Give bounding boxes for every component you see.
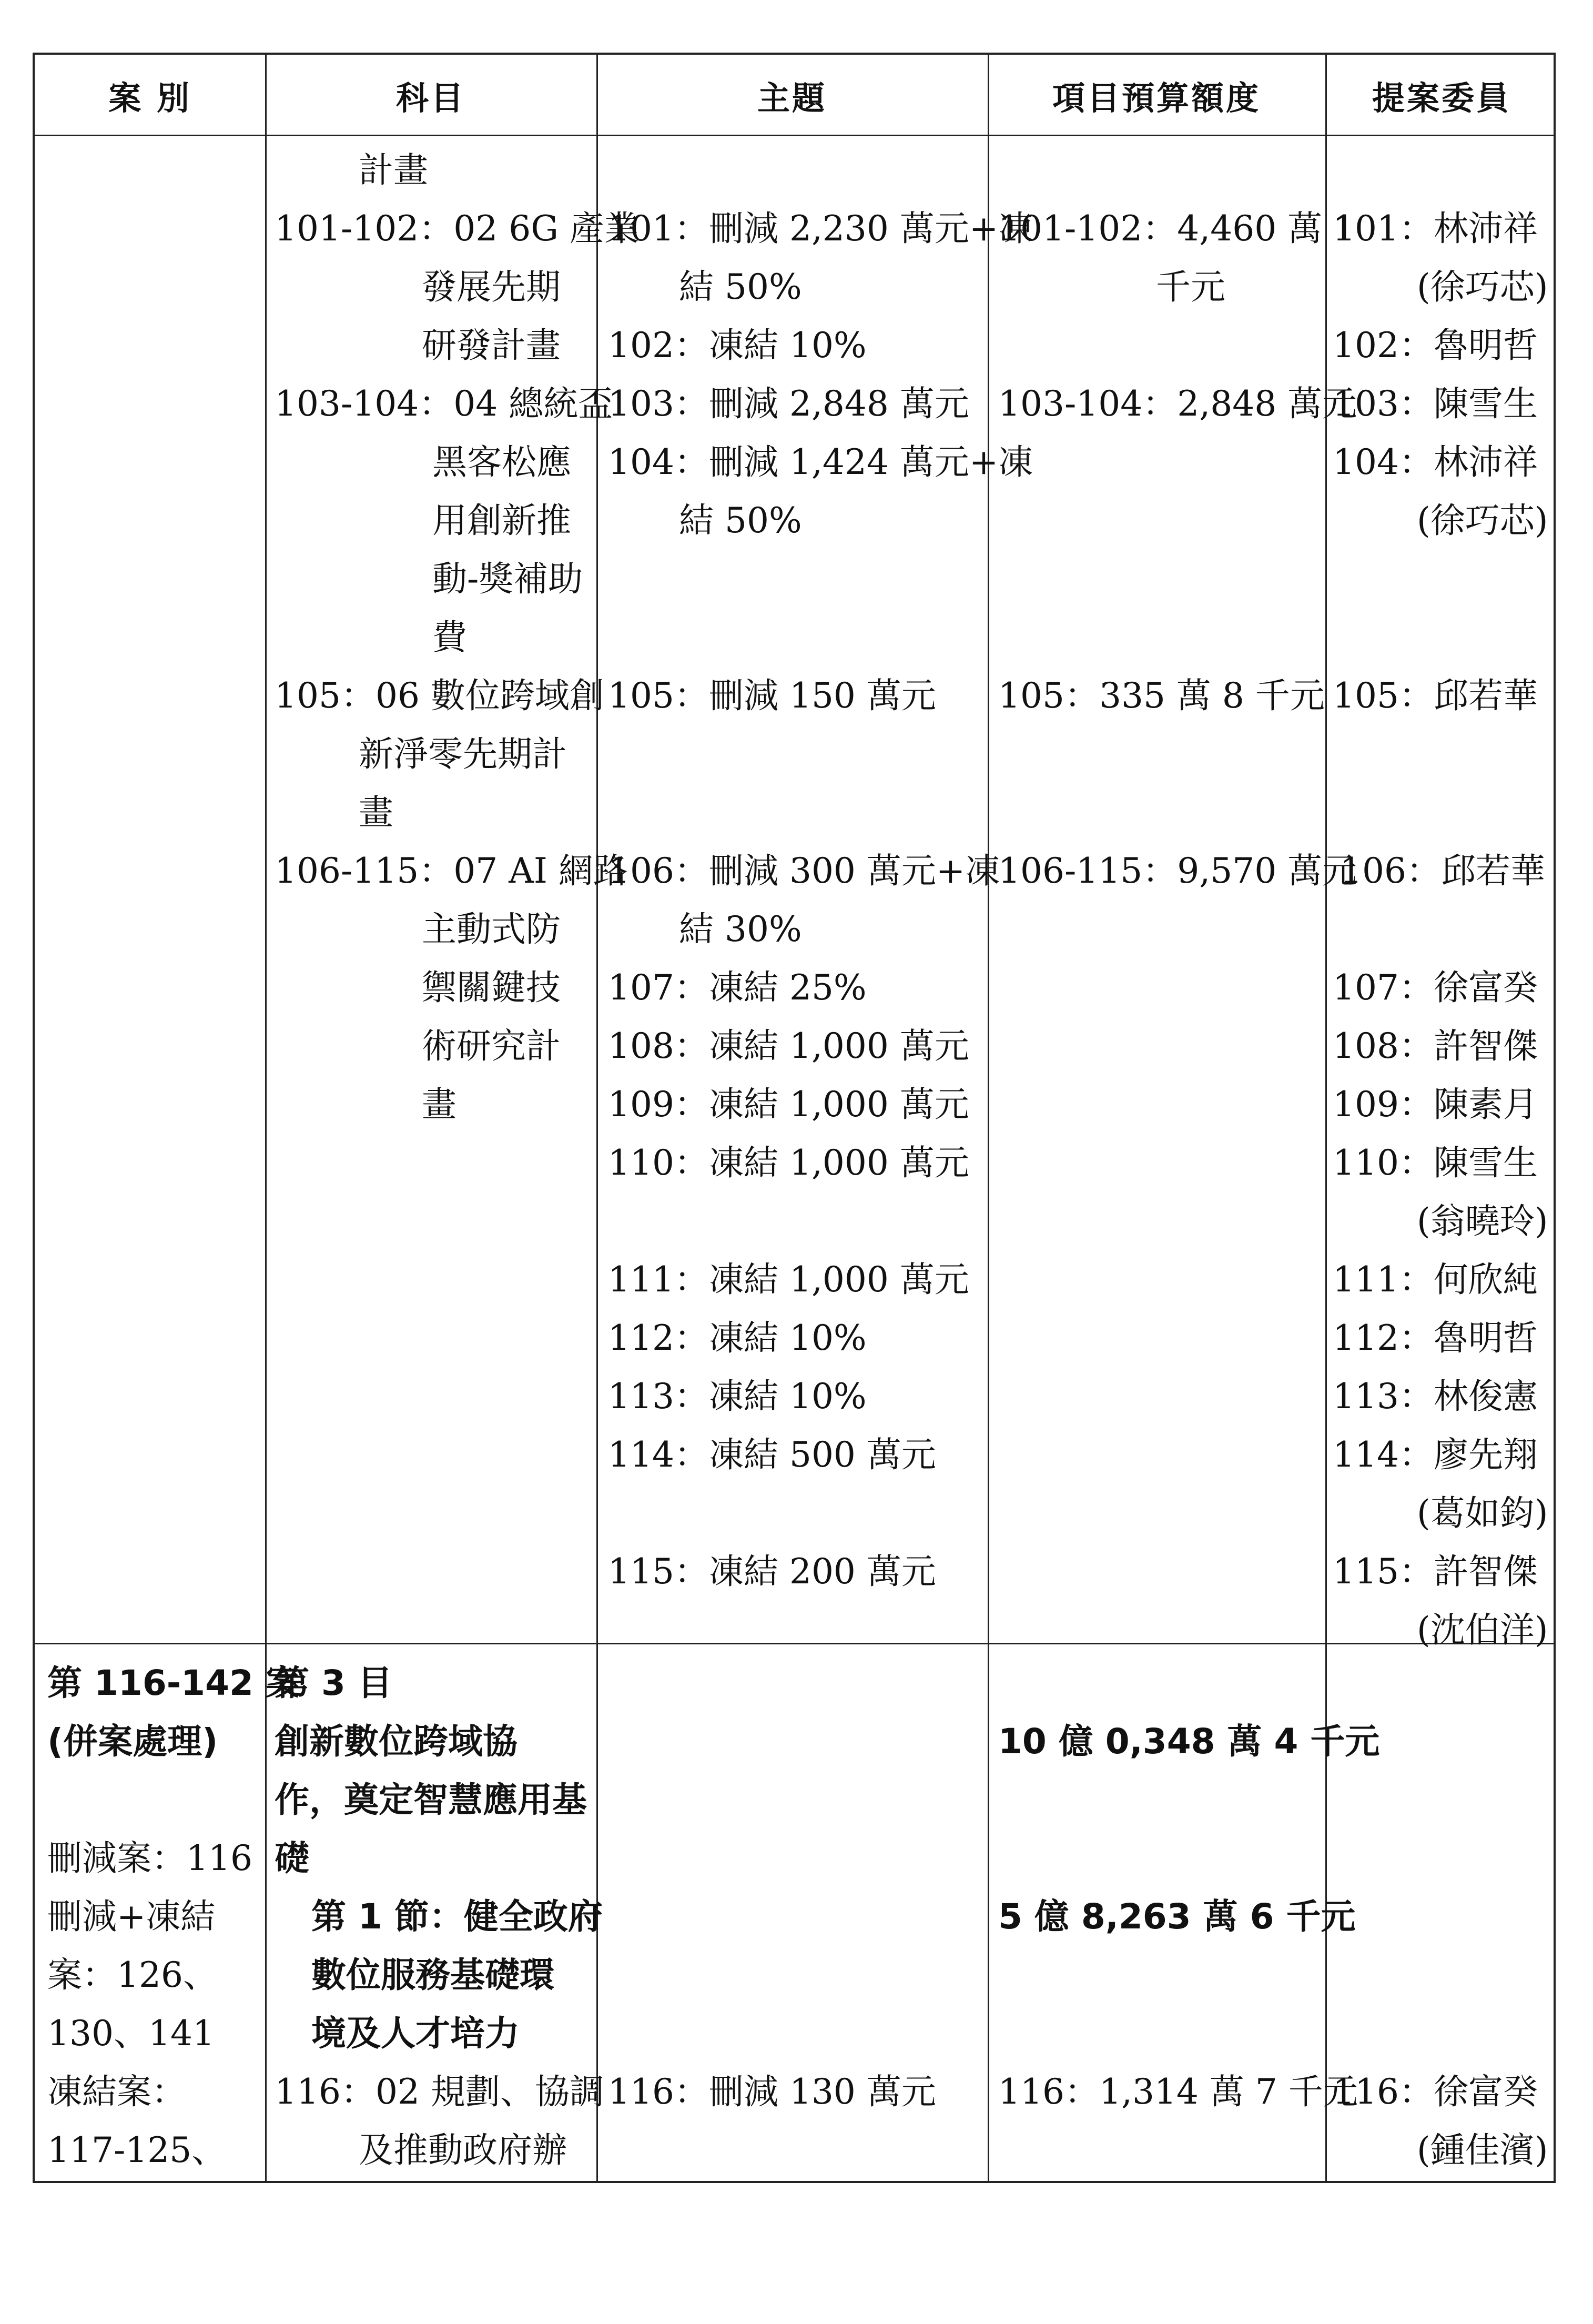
proposer-cell (1333, 199, 1548, 1659)
topic-line: 113：凍結 10% (608, 1376, 867, 1417)
topic-cell (608, 2063, 936, 2121)
proposer-line: 111：何欣純 (1333, 1259, 1538, 1300)
subject-line: 數位服務基礎環 (311, 1955, 554, 1995)
proposer-line: 109：陳素月 (1333, 1084, 1538, 1125)
proposer-line: 106：邱若華 (1340, 851, 1545, 891)
budget-line: 105：335 萬 8 千元 (998, 675, 1325, 716)
proposer-line: (翁曉玲) (1417, 1201, 1548, 1241)
case-line: 130、141 (47, 2013, 215, 2054)
header-subject: 科目 (395, 79, 465, 117)
subject-line: 畫 (359, 792, 393, 833)
budget-line: 116：1,314 萬 7 千元 (998, 2072, 1358, 2112)
subject-line: 黑客松應 (432, 442, 571, 482)
case-subtitle: (併案處理) (47, 1721, 218, 1762)
topic-line: 116：刪減 130 萬元 (608, 2072, 936, 2112)
document-page (33, 53, 1556, 2183)
topic-line: 112：凍結 10% (608, 1318, 867, 1358)
budget-cell (998, 199, 1357, 900)
subject-line: 動-獎補助 (432, 559, 583, 599)
proposer-line: (沈伯洋) (1417, 1610, 1548, 1650)
case-title: 第 116-142 案 (47, 1663, 300, 1703)
subject-line: 創新數位跨域協 (275, 1721, 518, 1762)
subject-line: 116：02 規劃、協調 (275, 2072, 604, 2112)
budget-cell (998, 1712, 1379, 2121)
proposer-line: (葛如鈞) (1417, 1493, 1548, 1533)
subject-line: 105：06 數位跨域創 (275, 675, 604, 716)
topic-line: 105：刪減 150 萬元 (608, 675, 936, 716)
case-cell (47, 1654, 300, 2179)
subject-line: 作，奠定智慧應用基 (275, 1780, 587, 1820)
topic-line: 114：凍結 500 萬元 (608, 1434, 936, 1475)
subject-line: 禦關鍵技 (422, 967, 561, 1008)
subject-line: 礎 (275, 1838, 309, 1878)
proposer-line: (徐巧芯) (1417, 267, 1548, 307)
subject-line: 106-115：07 AI 網路 (275, 851, 628, 891)
subject-line: 畫 (422, 1084, 456, 1125)
subject-line: 101-102：02 6G 產業 (275, 208, 639, 249)
row-divider (35, 1643, 1554, 1644)
budget-line: 10 億 0,348 萬 4 千元 (998, 1721, 1380, 1762)
proposer-line: 115：許智傑 (1333, 1551, 1538, 1592)
topic-line: 104：刪減 1,424 萬元+凍 (608, 442, 1033, 482)
subject-cell (275, 141, 639, 1134)
subject-cell (275, 1654, 604, 2179)
subject-line: 術研究計 (422, 1026, 561, 1066)
case-line: 刪減+凍結 (47, 1896, 216, 1937)
subject-line: 發展先期 (422, 267, 561, 307)
budget-table (33, 53, 1556, 2183)
header-budget: 項目預算額度 (1052, 79, 1261, 117)
subject-line: 103-104：04 總統盃 (275, 383, 613, 424)
subject-line: 新淨零先期計 (359, 734, 567, 774)
subject-line: 用創新推 (432, 500, 571, 541)
case-line: 117-125、 (47, 2130, 227, 2170)
topic-line: 107：凍結 25% (608, 967, 867, 1008)
subject-line: 費 (432, 617, 467, 658)
topic-line: 115：凍結 200 萬元 (608, 1551, 936, 1592)
budget-line: 101-102：4,460 萬 1 (998, 208, 1356, 249)
budget-line: 103-104：2,848 萬元 (998, 383, 1357, 424)
proposer-line: 102：魯明哲 (1333, 325, 1538, 366)
proposer-line: 110：陳雪生 (1333, 1143, 1538, 1183)
topic-line: 106：刪減 300 萬元+凍 (608, 851, 1000, 891)
proposer-line: (鍾佳濱) (1417, 2130, 1548, 2170)
budget-line: 5 億 8,263 萬 6 千元 (998, 1896, 1356, 1937)
case-line: 案：126、 (47, 1955, 218, 1995)
subject-line: 主動式防 (422, 909, 561, 949)
case-line: 刪減案：116 (47, 1838, 252, 1878)
proposer-line: 101：林沛祥 (1333, 208, 1538, 249)
budget-line: 106-115：9,570 萬元 (998, 851, 1357, 891)
topic-line: 101：刪減 2,230 萬元+凍 (608, 208, 1033, 249)
proposer-line: 103：陳雪生 (1333, 383, 1538, 424)
topic-line: 108：凍結 1,000 萬元 (608, 1026, 969, 1066)
subject-line: 第 3 目 (275, 1663, 392, 1703)
topic-cell (608, 199, 1033, 1601)
proposer-line: 112：魯明哲 (1333, 1318, 1538, 1358)
case-line: 凍結案： (47, 2072, 186, 2112)
proposer-line: 104：林沛祥 (1333, 442, 1538, 482)
topic-line: 結 30% (679, 909, 802, 949)
subject-line: 研發計畫 (422, 325, 561, 366)
subject-line: 及推動政府辦 (359, 2130, 567, 2170)
topic-line: 結 50% (679, 500, 802, 541)
proposer-line: 114：廖先翔 (1333, 1434, 1538, 1475)
topic-line: 102：凍結 10% (608, 325, 867, 366)
proposer-line: 107：徐富癸 (1333, 967, 1538, 1008)
subject-line: 計畫 (359, 150, 428, 190)
proposer-line: 105：邱若華 (1333, 675, 1538, 716)
topic-line: 111：凍結 1,000 萬元 (608, 1259, 969, 1300)
subject-line: 境及人才培力 (311, 2013, 520, 2054)
proposer-line: 108：許智傑 (1333, 1026, 1538, 1066)
proposer-line: 113：林俊憲 (1333, 1376, 1538, 1417)
proposer-line: (徐巧芯) (1417, 500, 1548, 541)
header-topic: 主題 (757, 79, 827, 117)
topic-line: 109：凍結 1,000 萬元 (608, 1084, 969, 1125)
header-case: 案 別 (108, 79, 191, 117)
topic-line: 103：刪減 2,848 萬元 (608, 383, 969, 424)
topic-line: 結 50% (679, 267, 802, 307)
subject-line: 第 1 節：健全政府 (311, 1896, 603, 1937)
budget-line: 千元 (1156, 267, 1225, 307)
proposer-line: 116：徐富癸 (1333, 2072, 1538, 2112)
topic-line: 110：凍結 1,000 萬元 (608, 1143, 969, 1183)
proposer-cell (1333, 2063, 1548, 2179)
header-proposer: 提案委員 (1372, 79, 1511, 117)
